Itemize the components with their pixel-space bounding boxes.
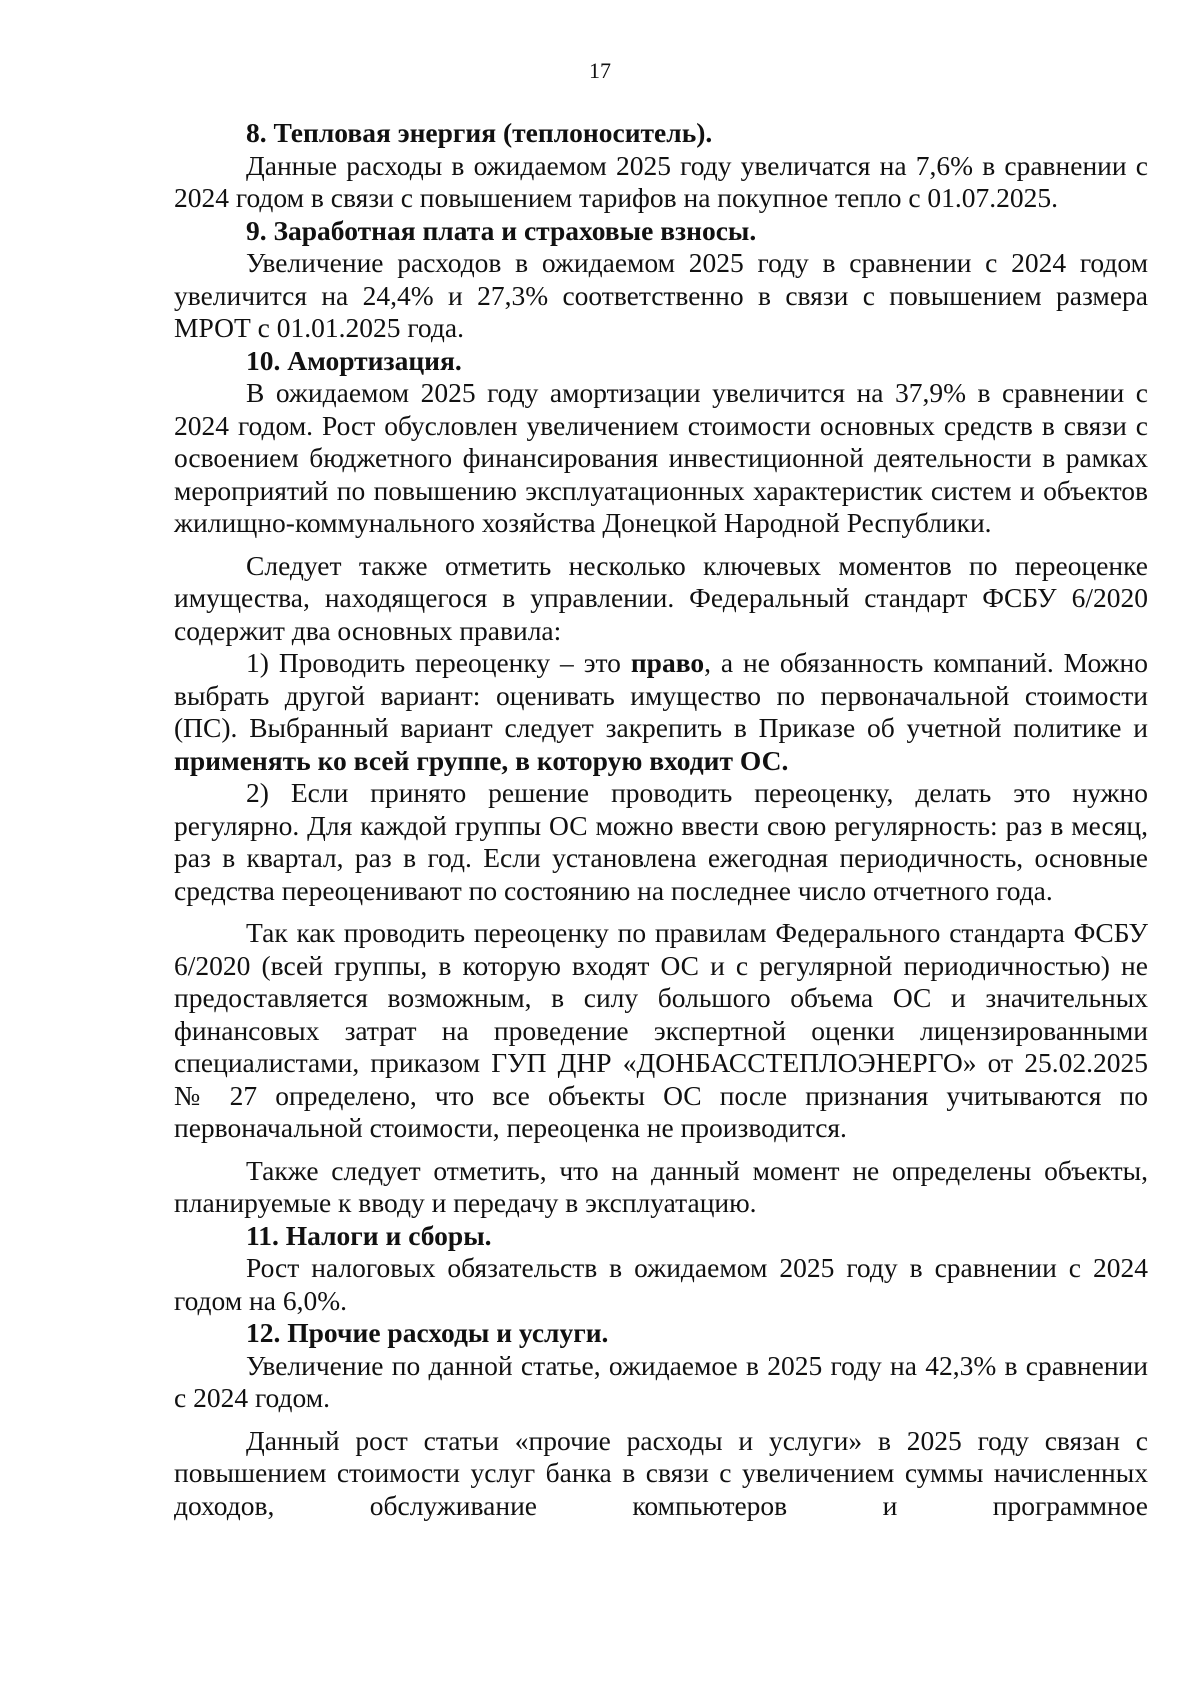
section-8-heading: 8. Тепловая энергия (теплоноситель).	[246, 117, 713, 148]
section-10-paragraph-3: Так как проводить переоценку по правилам Федерального стандарта ФСБУ 6/2020 (всей группы, в которую входят ОС и с регулярной периодичностью) не предоставляется возможным, в силу большого объема ОС и значительных финансовых затрат на проведение экспертной оценки лицензированными специалистами, приказом ГУП ДНР «ДОНБАССТЕПЛОЭНЕРГО» от 25.02.2025 № 27 определено, что все объекты ОС после признания учитываются по первоначальной стоимости, переоценка не производится.	[174, 917, 1148, 1143]
section-11-text: Рост налоговых обязательств в ожидаемом 2025 году в сравнении с 2024 годом на 6,0%.	[174, 1252, 1148, 1316]
section-9-heading: 9. Заработная плата и страховые взносы.	[246, 214, 757, 246]
section-11-heading: 11. Налоги и сборы.	[246, 1219, 492, 1251]
section-12-text: Увеличение по данной статье, ожидаемое в 2025 году на 42,3% в сравнении с 2024 годом.	[174, 1349, 1148, 1413]
section-10-rule-2: 2) Если принято решение проводить переоценку, делать это нужно регулярно. Для каждой группы ОС можно ввести свою регулярность: раз в месяц, раз в квартал, раз в год. Если установлена ежегодная периодичность, основные средства переоценивают по состоянию на последнее число отчетного года.	[174, 777, 1148, 906]
document-body	[174, 117, 1148, 1522]
section-10-rule-1	[174, 647, 1148, 777]
section-10-heading: 10. Амортизация.	[246, 344, 462, 376]
section-10-paragraph-2: Следует также отметить несколько ключевых моментов по переоценке имущества, находящегося в управлении. Федеральный стандарт ФСБУ 6/2020 содержит два основных правила:	[174, 549, 1148, 646]
section-10-text: В ожидаемом 2025 году амортизации увеличится на 37,9% в сравнении с 2024 годом. Рост обусловлен увеличением стоимости основных средств в связи с освоением бюджетного финансирования инвестиционной деятельности в рамках мероприятий по повышению эксплуатационных характеристик систем и объектов жилищно-коммунального хозяйства Донецкой Народной Республики.	[174, 377, 1148, 538]
section-8-text: Данные расходы в ожидаемом 2025 году увеличатся на 7,6% в сравнении с 2024 годом в связи с повышением тарифов на покупное тепло с 01.07.2025.	[174, 149, 1148, 213]
section-12-heading: 12. Прочие расходы и услуги.	[246, 1317, 609, 1348]
rule-1-text-a: 1) Проводить переоценку – это	[246, 647, 631, 678]
rule-1-bold-right: право	[630, 647, 705, 678]
section-9-text: Увеличение расходов в ожидаемом 2025 году в сравнении с 2024 годом увеличится на 24,4% и 27,3% соответственно в связи с повышением размера МРОТ с 01.01.2025 года.	[174, 247, 1148, 343]
rule-1-text-c: , а не обязанность компаний. Можно выбрать другой вариант: оценивать имущество по первоначальной стоимости (ПС). Выбранный вариант следует закрепить в Приказе об учетной политике и	[174, 647, 1148, 743]
rule-1-bold-apply: применять ко всей группе, в которую входит ОС.	[174, 744, 789, 776]
page-number: 17	[589, 58, 611, 83]
section-10-paragraph-4: Также следует отметить, что на данный момент не определены объекты, планируемые к вводу и передачу в эксплуатацию.	[174, 1154, 1148, 1218]
section-12-paragraph-2: Данный рост статьи «прочие расходы и услуги» в 2025 году связан с повышением стоимости услуг банка в связи с увеличением суммы начисленных доходов, обслуживание компьютеров и программное	[174, 1424, 1148, 1521]
